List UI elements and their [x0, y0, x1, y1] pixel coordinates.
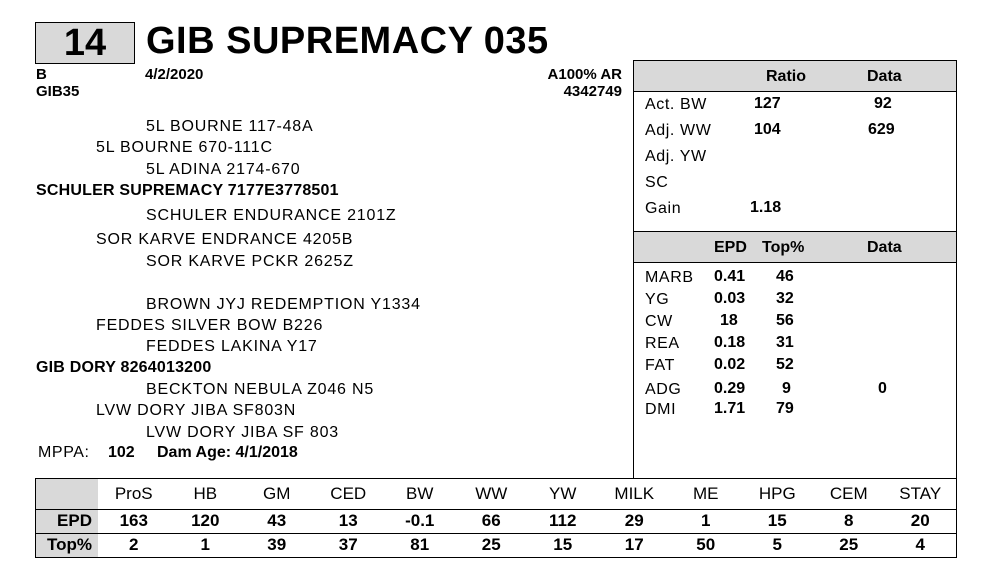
perf-label: Adj. YW — [645, 148, 707, 165]
sire-dam-sire: SCHULER ENDURANCE 2101Z — [146, 207, 397, 224]
performance-header — [634, 60, 956, 92]
column-header: ProS — [98, 479, 170, 509]
perf-label: Gain — [645, 200, 682, 217]
column-header: ME — [670, 479, 742, 509]
epd-value: 1 — [670, 509, 742, 533]
dam-dam: LVW DORY JIBA SF803N — [96, 402, 297, 419]
carcass-epd: 0.03 — [714, 290, 746, 307]
sire-sire-sire: 5L BOURNE 117-48A — [146, 118, 314, 135]
epd-value: 8 — [813, 509, 885, 533]
top-value: 25 — [481, 535, 501, 555]
carcass-top: 46 — [776, 268, 794, 285]
epd-table — [35, 478, 957, 558]
tattoo: GIB35 — [36, 83, 80, 100]
mppa-label: MPPA: — [38, 444, 90, 461]
top-value: 1 — [200, 535, 210, 555]
table-corner — [36, 479, 98, 509]
carcass-top: 52 — [776, 356, 794, 373]
top-value: 17 — [624, 535, 644, 555]
top-value: 5 — [772, 535, 782, 555]
top-value: 2 — [129, 535, 139, 555]
top-value: 39 — [267, 535, 287, 555]
carcass-epd: 18 — [720, 312, 738, 329]
carcass-epd: 0.02 — [714, 356, 746, 373]
dam: GIB DORY 8264013200 — [36, 359, 212, 376]
top-header: Top% — [762, 239, 805, 256]
carcass-epd: 0.18 — [714, 334, 746, 351]
sire-dam-dam: SOR KARVE PCKR 2625Z — [146, 253, 354, 270]
table-row-top — [36, 533, 956, 557]
perf-ratio: 104 — [754, 121, 781, 138]
birth-date: 4/2/2020 — [145, 66, 204, 83]
dam-sire-sire: BROWN JYJ REDEMPTION Y1334 — [146, 296, 421, 313]
sire-dam: SOR KARVE ENDRANCE 4205B — [96, 231, 354, 248]
perf-label: Act. BW — [645, 96, 707, 113]
carcass-label: REA — [645, 335, 680, 352]
top-value: 15 — [553, 535, 573, 555]
epd-value: 29 — [599, 509, 671, 533]
carcass-label: ADG — [645, 381, 682, 398]
dam-sire: FEDDES SILVER BOW B226 — [96, 317, 324, 334]
perf-label: SC — [645, 174, 669, 191]
carcass-label: MARB — [645, 269, 694, 286]
row-label-epd: EPD — [36, 509, 98, 533]
column-header: HB — [170, 479, 242, 509]
perf-data: 629 — [868, 121, 895, 138]
carcass-label: YG — [645, 291, 670, 308]
column-header: HPG — [742, 479, 814, 509]
carcass-epd: 1.71 — [714, 400, 746, 417]
table-row-epd — [36, 509, 956, 533]
column-header: MILK — [599, 479, 671, 509]
carcass-top: 56 — [776, 312, 794, 329]
top-value: 25 — [839, 535, 859, 555]
dam-dam-dam: LVW DORY JIBA SF 803 — [146, 424, 339, 441]
ratio-header: Ratio — [766, 68, 806, 85]
data-header: Data — [867, 68, 902, 85]
carcass-top: 31 — [776, 334, 794, 351]
breed: A100% AR — [547, 66, 622, 83]
carcass-label: FAT — [645, 357, 675, 374]
lot-number: 14 — [35, 22, 135, 64]
top-value: 4 — [915, 535, 925, 555]
dam-age: Dam Age: 4/1/2018 — [157, 444, 298, 461]
carcass-data: 0 — [878, 380, 887, 397]
epd-value: 112 — [527, 509, 599, 533]
carcass-label: CW — [645, 313, 673, 330]
perf-ratio: 1.18 — [750, 199, 782, 216]
row-label-top: Top% — [36, 533, 98, 557]
carcass-epd: 0.41 — [714, 268, 746, 285]
column-header: STAY — [885, 479, 957, 509]
stats-panel — [633, 60, 957, 478]
carcass-top: 32 — [776, 290, 794, 307]
epd-value: -0.1 — [384, 509, 456, 533]
column-header: WW — [456, 479, 528, 509]
epd-value: 13 — [313, 509, 385, 533]
carcass-label: DMI — [645, 401, 677, 418]
sire-sire: 5L BOURNE 670-111C — [96, 139, 273, 156]
sire: SCHULER SUPREMACY 7177E3778501 — [36, 182, 339, 199]
sex: B — [36, 66, 47, 83]
epd-value: 66 — [456, 509, 528, 533]
carcass-epd: 0.29 — [714, 380, 746, 397]
registration-number: 4342749 — [563, 83, 622, 100]
perf-label: Adj. WW — [645, 122, 712, 139]
top-value: 50 — [696, 535, 716, 555]
dam-sire-dam: FEDDES LAKINA Y17 — [146, 338, 318, 355]
top-value: 37 — [338, 535, 358, 555]
column-header: YW — [527, 479, 599, 509]
column-header: BW — [384, 479, 456, 509]
perf-data: 92 — [874, 95, 892, 112]
epd-header: EPD — [714, 239, 747, 256]
epd-value: 20 — [885, 509, 957, 533]
column-header: CED — [313, 479, 385, 509]
carcass-top: 9 — [782, 380, 791, 397]
column-header: GM — [241, 479, 313, 509]
epd-value: 120 — [170, 509, 242, 533]
mppa-value: 102 — [108, 444, 135, 461]
dam-dam-sire: BECKTON NEBULA Z046 N5 — [146, 381, 375, 398]
data-header: Data — [867, 239, 902, 256]
column-header: CEM — [813, 479, 885, 509]
carcass-header — [634, 231, 956, 263]
animal-name: GIB SUPREMACY 035 — [146, 20, 549, 62]
epd-value: 15 — [742, 509, 814, 533]
carcass-top: 79 — [776, 400, 794, 417]
sire-sire-dam: 5L ADINA 2174-670 — [146, 161, 301, 178]
epd-value: 43 — [241, 509, 313, 533]
perf-ratio: 127 — [754, 95, 781, 112]
epd-value: 163 — [98, 509, 170, 533]
top-value: 81 — [410, 535, 430, 555]
